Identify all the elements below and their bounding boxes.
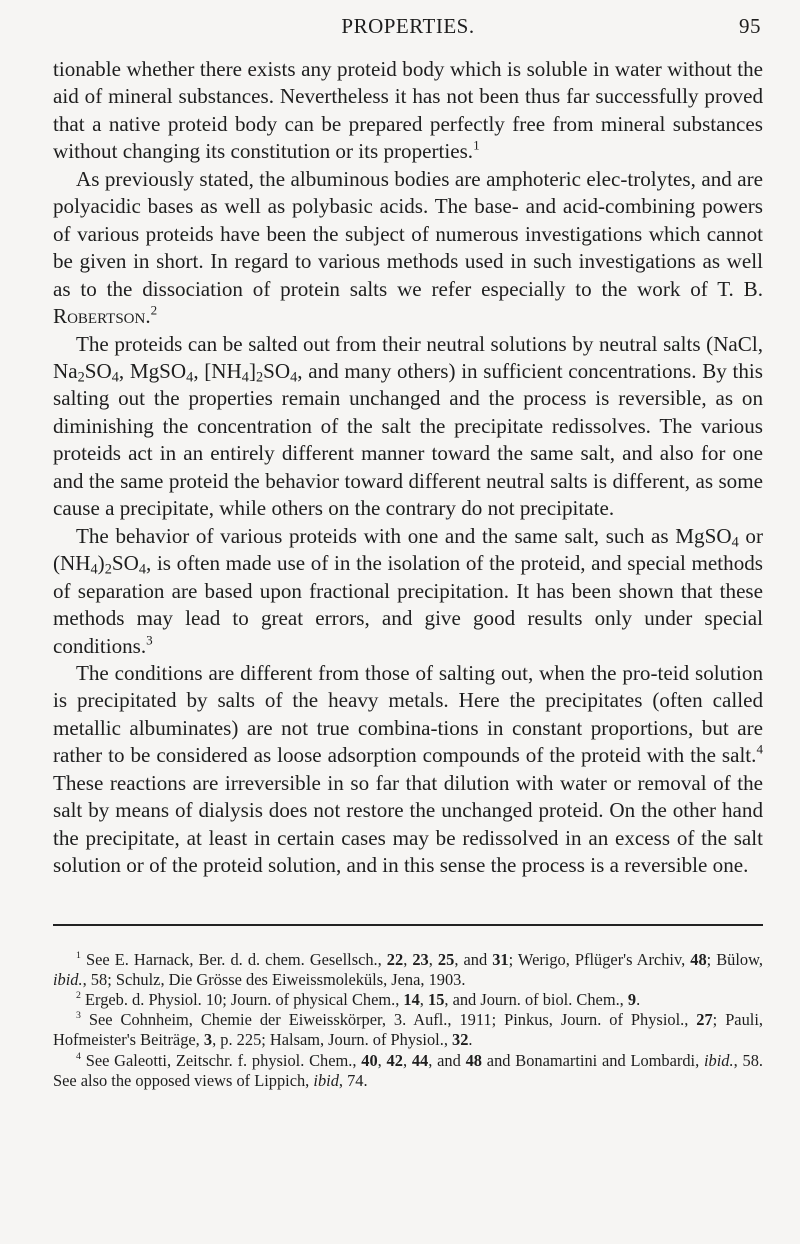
footnote-text: , [403, 949, 413, 969]
subscript: 2 [104, 561, 112, 578]
paragraph-2-text: As previously stated, the albuminous bodies are amphoteric elec-trolytes, and are polyacidic bases as well as polybasic acids. The base- and acid-combining powers of various proteids have been the subject of numerous investigations which cannot be given in short. In regard to various methods used in such investigations as well as to the dissociation of protein salts we refer especially to the work of T. B. [53, 166, 763, 301]
page-header [53, 14, 763, 56]
paragraph-3-rest: , and many others) in sufficient concentrations. By this salting out the properties remain unchanged and the process is reversible, as on diminishing the concentration of the salt the precipitate redissolves. The various proteids act in an entirely different manner toward the same salt, and also for one and the same proteid the behavior toward different neutral salts is different, as some cause a precipitate, while others on the contrary do not precipitate. [53, 358, 763, 521]
subscript: 4 [186, 369, 194, 386]
volume-number: 48 [465, 1050, 482, 1070]
volume-number: 44 [411, 1050, 429, 1070]
footnote-text: Ergeb. d. Physiol. 10; Journ. of physical Chem., [80, 990, 404, 1009]
footnote-mark: 1 [76, 949, 81, 961]
footnote-3 [53, 1010, 763, 1050]
paragraph-1-text: tionable whether there exists any proteid body which is soluble in water without the aid of mineral substances. Nevertheless it has not been thus far successfully proved that a native proteid body can be prepared perfectly free from mineral substances without changing its constitution or its properties. [53, 57, 763, 164]
formula-part: ] [248, 358, 256, 383]
formula-part: , MgSO [118, 358, 187, 383]
subscript: 2 [255, 369, 264, 386]
paragraph-2-end: . [145, 304, 151, 329]
footnote-text: , 74. [338, 1070, 368, 1090]
footnote-text: ; Bülow, [706, 949, 764, 969]
footnote-text: , and Journ. of biol. Chem., [444, 990, 628, 1009]
volume-number: 48 [690, 949, 707, 969]
footnote-2 [53, 990, 763, 1010]
volume-number: 3 [203, 1030, 213, 1050]
ibid-italic: ibid [313, 1070, 339, 1090]
volume-number: 9 [627, 990, 637, 1009]
page-number: 95 [739, 14, 761, 38]
footnote-text: , 58; Schulz, Die Grösse des Eiweissmoleküls, Jena, 1903. [82, 969, 466, 989]
running-title: PROPERTIES. [341, 14, 475, 38]
footnote-text: , [428, 949, 438, 969]
footnote-text: See Galeotti, Zeitschr. f. physiol. Chem., [80, 1050, 362, 1070]
subscript: 4 [111, 369, 119, 386]
footnote-text: , [377, 1050, 387, 1070]
footnote-text: , and [428, 1050, 466, 1070]
subscript: 4 [731, 534, 739, 551]
footnote-text: and Bonamartini and Lombardi, [482, 1050, 704, 1070]
volume-number: 42 [386, 1050, 403, 1070]
footnote-ref-4: 4 [756, 741, 763, 757]
formula-part: or (NH [53, 523, 763, 576]
formula-part: ) [97, 551, 105, 576]
paragraph-5-text: The conditions are different from those of salting out, when the pro-teid solution is precipitated by salts of the heavy metals. Here the precipitates (often called metallic albuminates) are not true combina-tions in constant proportions, but are rather to be considered as loose adsorption compounds of the proteid with the salt. [53, 660, 763, 768]
book-page [53, 14, 763, 1091]
paragraph-5 [53, 660, 763, 880]
footnote-mark: 4 [76, 1050, 81, 1062]
paragraph-2 [53, 166, 763, 331]
footnote-ref-3: 3 [146, 632, 153, 648]
footnote-text: , [402, 1050, 412, 1070]
volume-number: 40 [361, 1050, 378, 1070]
body-text [53, 56, 763, 880]
footnote-text: , p. 225; Halsam, Journ. of Physiol., [212, 1030, 453, 1050]
paragraph-3-text: The proteids can be salted out from their neutral solutions by neutral salts (NaCl, Na [53, 331, 763, 383]
footnotes [53, 950, 763, 1091]
author-name: Robertson [53, 304, 146, 329]
footnote-divider [53, 924, 763, 926]
volume-number: 14 [403, 990, 420, 1009]
formula-part: , [NH [193, 358, 242, 383]
footnote-text: , 58. See also the opposed views of Lippich, [53, 1050, 763, 1090]
volume-number: 15 [428, 990, 445, 1009]
paragraph-4 [53, 523, 763, 660]
ibid-italic: ibid. [704, 1050, 734, 1070]
volume-number: 22 [386, 949, 404, 969]
subscript: 4 [241, 369, 249, 386]
paragraph-1 [53, 56, 763, 166]
footnote-text: See E. Harnack, Ber. d. d. chem. Gesellsch., [80, 949, 387, 969]
footnote-ref-2: 2 [150, 302, 158, 318]
paragraph-3 [53, 331, 763, 523]
footnote-text: . [636, 990, 641, 1009]
subscript: 4 [90, 561, 98, 578]
footnote-1 [53, 950, 763, 990]
ibid-italic: ibid. [53, 969, 83, 989]
footnote-mark: 2 [76, 990, 81, 1002]
footnote-text: . [468, 1030, 473, 1050]
footnote-text: , and [454, 949, 493, 969]
paragraph-4-rest: , is often made use of in the isolation of the proteid, and special methods of separation are based upon fractional precipitation. It has been shown that these methods may lead to great errors, and give good results only under special conditions. [53, 551, 763, 658]
footnote-text: ; Werigo, Pflüger's Archiv, [508, 949, 691, 969]
formula-part: SO [263, 358, 291, 383]
volume-number: 25 [437, 949, 455, 969]
footnote-4 [53, 1051, 763, 1091]
formula-part: SO [111, 551, 139, 576]
footnote-text: , [419, 990, 428, 1009]
subscript: 2 [77, 369, 85, 386]
paragraph-4-text: The behavior of various proteids with one and the same salt, such as MgSO [76, 523, 732, 548]
volume-number: 23 [412, 949, 429, 969]
volume-number: 27 [696, 1010, 713, 1030]
footnote-mark: 3 [76, 1010, 81, 1022]
volume-number: 32 [452, 1030, 469, 1050]
paragraph-5-rest: These reactions are irreversible in so far that dilution with water or removal of the salt by means of dialysis does not restore the unchanged proteid. On the other hand the precipitate, at least in certain cases may be redissolved in an excess of the salt solution or of the proteid solution, and in this sense the process is a reversible one. [53, 770, 763, 878]
footnote-text: See Cohnheim, Chemie der Eiweisskörper, 3. Aufl., 1911; Pinkus, Journ. of Physiol., [80, 1010, 697, 1030]
subscript: 4 [290, 369, 298, 386]
footnote-text: ; Pauli, Hofmeister's Beiträge, [53, 1010, 763, 1050]
subscript: 4 [138, 561, 147, 578]
volume-number: 31 [492, 949, 509, 969]
formula-part: SO [84, 358, 112, 383]
footnote-ref-1: 1 [473, 137, 480, 153]
